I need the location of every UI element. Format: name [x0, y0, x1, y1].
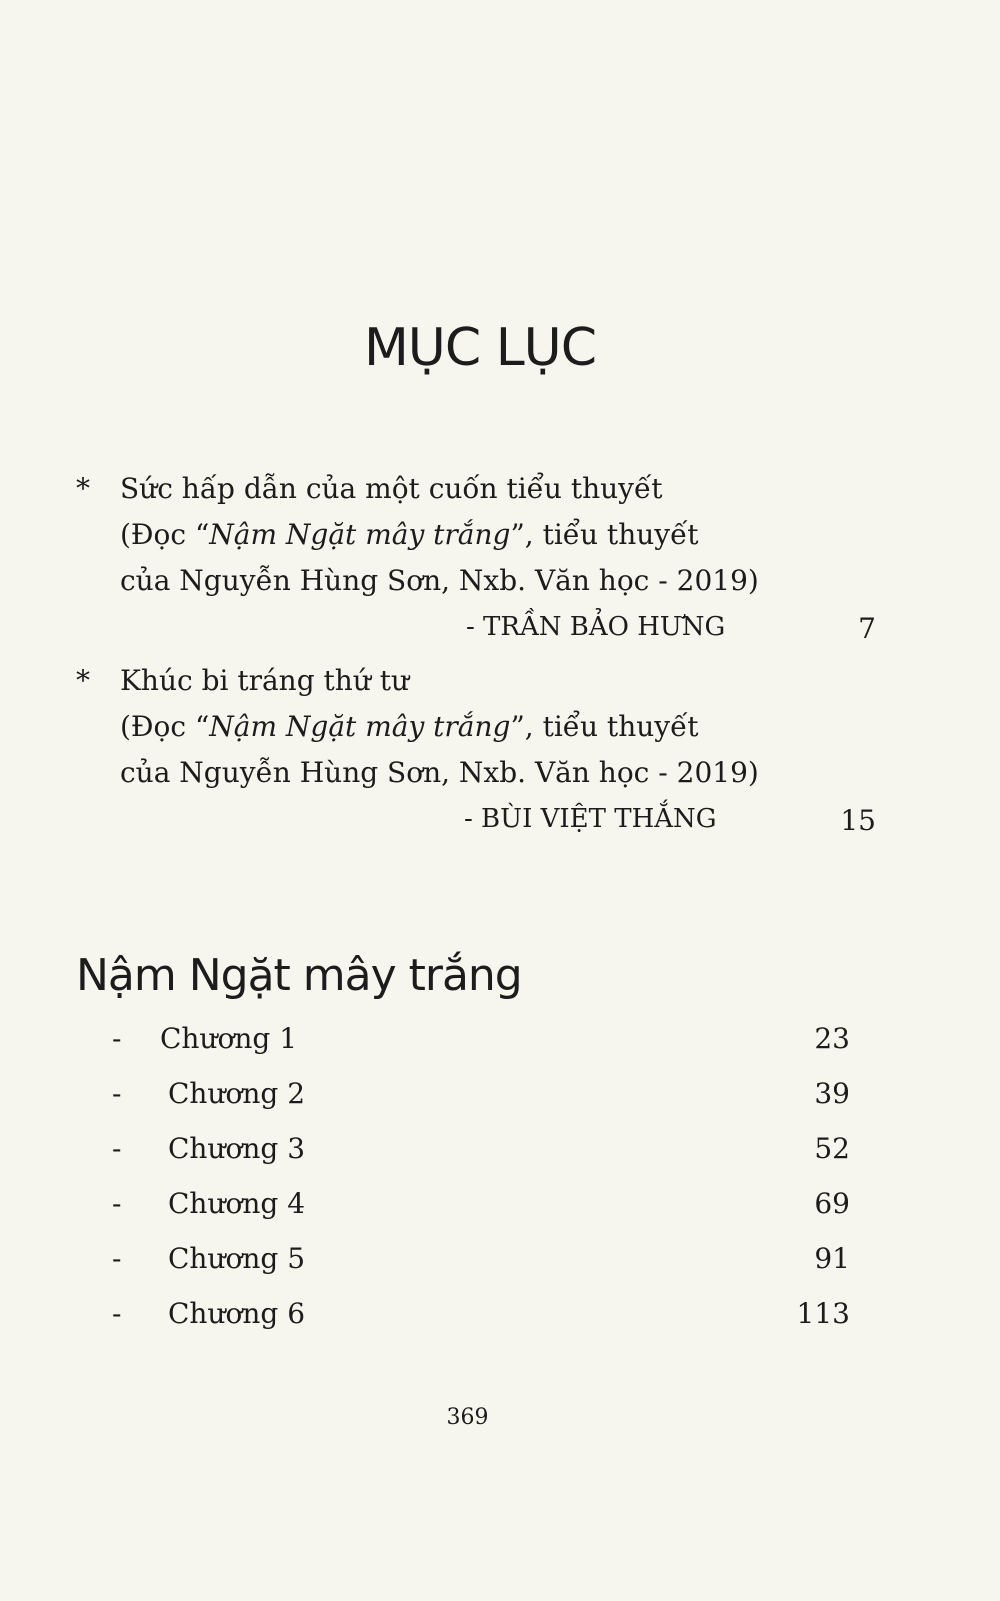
chapter-page-number: 23	[814, 1022, 850, 1055]
entry-publication: của Nguyễn Hùng Sơn, Nxb. Văn học - 2019)	[120, 756, 759, 789]
chapter-dash: -	[112, 1187, 122, 1220]
chapter-label: Chương 5	[168, 1242, 306, 1275]
chapter-page-number: 91	[814, 1242, 850, 1275]
chapter-dash: -	[112, 1132, 122, 1165]
entry-subtitle: (Đọc “Nậm Ngặt mây trắng”, tiểu thuyết	[120, 710, 699, 743]
chapter-page-number: 69	[814, 1187, 850, 1220]
chapter-dash: -	[112, 1022, 122, 1055]
chapter-page-number: 52	[814, 1132, 850, 1165]
section-heading: Nậm Ngặt mây trắng	[76, 950, 522, 1001]
entry-page-number: 7	[858, 612, 876, 645]
chapter-row	[112, 1297, 850, 1352]
entry-subtitle: (Đọc “Nậm Ngặt mây trắng”, tiểu thuyết	[120, 518, 699, 551]
entry-marker: *	[76, 664, 90, 697]
chapter-label: Chương 1	[160, 1022, 298, 1055]
entry-publication: của Nguyễn Hùng Sơn, Nxb. Văn học - 2019)	[120, 564, 759, 597]
chapter-label: Chương 2	[168, 1077, 306, 1110]
entry-author: - TRẦN BẢO HƯNG	[466, 612, 726, 642]
entry-marker: *	[76, 472, 90, 505]
chapter-row	[112, 1077, 850, 1132]
chapter-row	[112, 1187, 850, 1242]
entry-author: - BÙI VIỆT THẮNG	[464, 804, 717, 834]
chapter-row	[112, 1242, 850, 1297]
chapter-list	[112, 1022, 850, 1352]
chapter-page-number: 113	[796, 1297, 850, 1330]
chapter-row	[112, 1132, 850, 1187]
chapter-page-number: 39	[814, 1077, 850, 1110]
chapter-dash: -	[112, 1077, 122, 1110]
intro-entry	[76, 664, 876, 844]
chapter-dash: -	[112, 1297, 122, 1330]
entry-title: Khúc bi tráng thứ tư	[120, 664, 410, 697]
chapter-dash: -	[112, 1242, 122, 1275]
chapter-label: Chương 3	[168, 1132, 306, 1165]
page-number: 369	[446, 1405, 489, 1430]
intro-entry	[76, 472, 876, 652]
entry-page-number: 15	[840, 804, 876, 837]
chapter-label: Chương 4	[168, 1187, 306, 1220]
chapter-row	[112, 1022, 850, 1077]
entry-title: Sức hấp dẫn của một cuốn tiểu thuyết	[120, 472, 663, 505]
toc-title: MỤC LỤC	[363, 318, 597, 378]
chapter-label: Chương 6	[168, 1297, 306, 1330]
